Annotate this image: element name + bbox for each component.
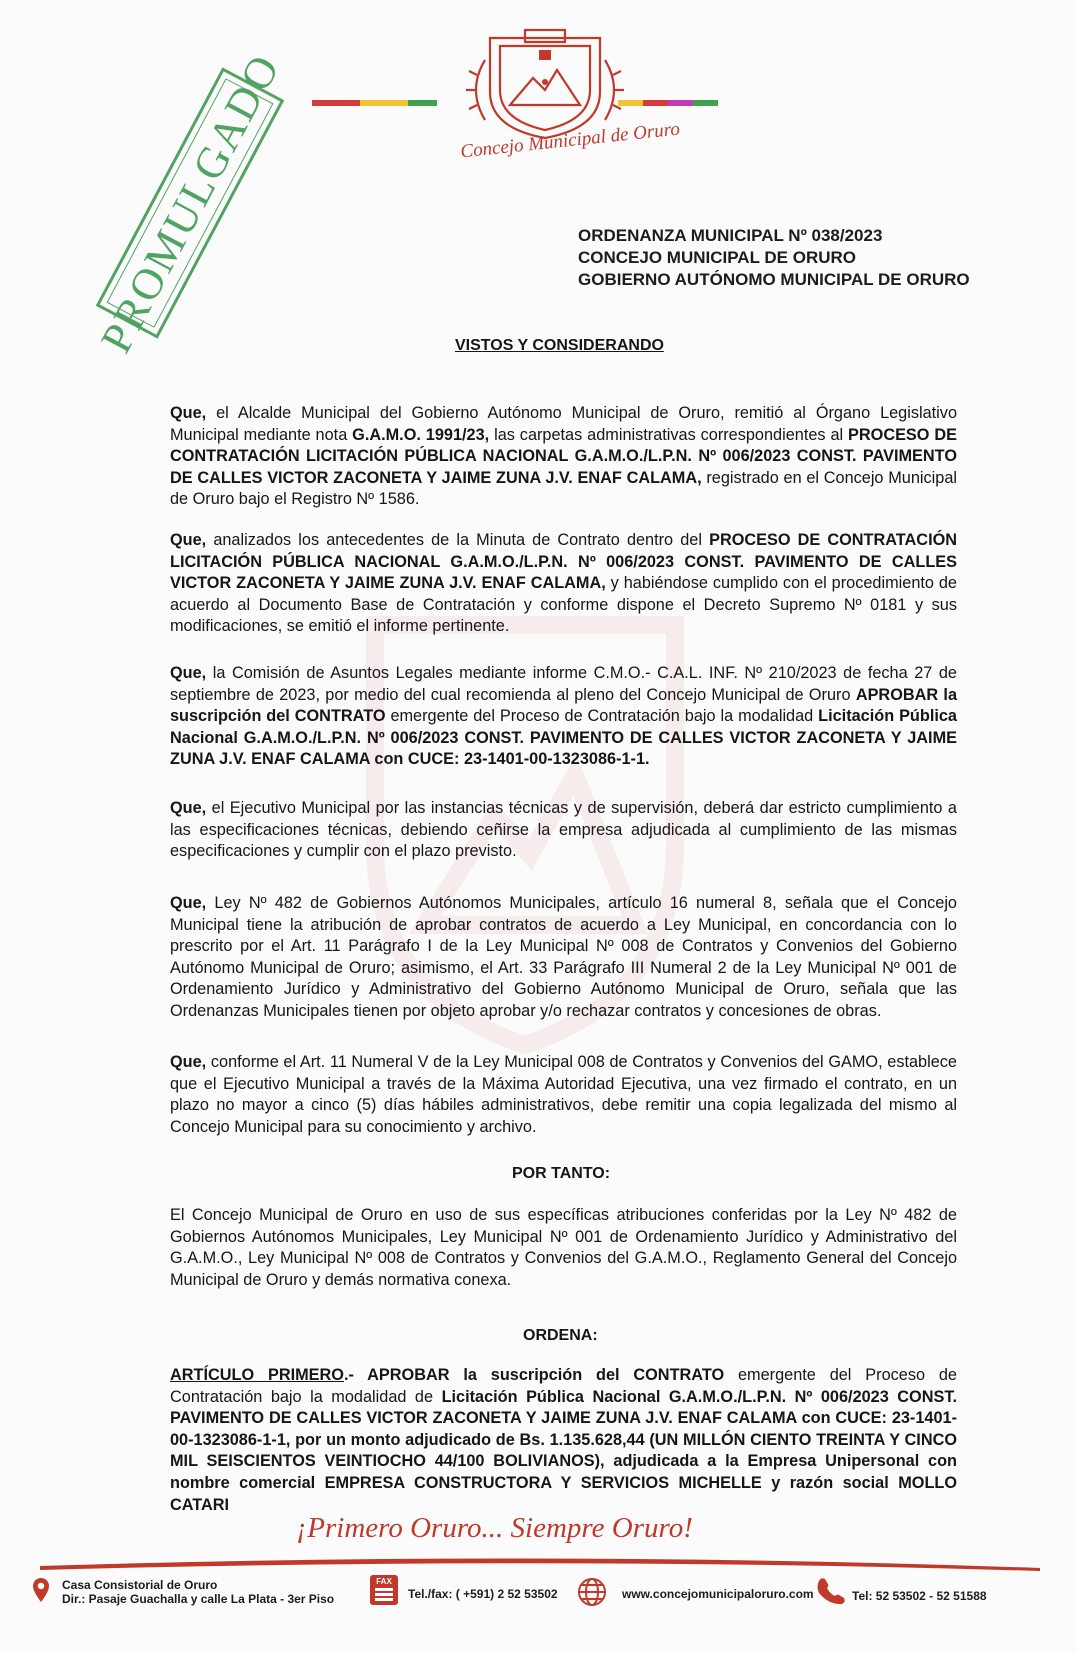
footer-website[interactable]: www.concejomunicipaloruro.com — [622, 1587, 814, 1601]
articulo-primero — [170, 1365, 957, 1516]
text-run: registrado en el Concejo Municipal de Oruro bajo el Registro Nº 1586. — [170, 468, 957, 509]
considerando-5 — [170, 893, 957, 1023]
ordinance-heading — [578, 225, 970, 291]
footer-slogan: ¡Primero Oruro... Siempre Oruro! — [296, 1512, 693, 1544]
government-name: GOBIERNO AUTÓNOMO MUNICIPAL DE ORURO — [578, 270, 970, 289]
section-ordena: ORDENA: — [523, 1327, 598, 1344]
text-run: el Ejecutivo Municipal por las instancias técnicas y de supervisión, deberá dar estricto cumplimiento a las especificaciones técnicas, debiendo ceñirse la empresa adjudicada al cumplimiento de las mismas especificaciones y cumplir con el plazo previsto. — [170, 799, 957, 861]
text-run: Que, — [170, 664, 207, 682]
crest-caption: Concejo Municipal de Oruro — [459, 118, 681, 163]
text-run: Ley Nº 482 de Gobiernos Autónomos Municipales, artículo 16 numeral 8, señala que el Concejo Municipal tiene la atribución de aprobar contratos de acuerdo a Ley Municipal, en concordancia con lo prescrito por el Art. 11 Parágrafo I de la Ley Municipal Nº 008 de Contratos y Convenios del Gobierno Autónomo Municipal de Oruro; asimismo, el Art. 33 Parágrafo III Numeral 2 de la Ley Municipal Nº 001 de Ordenamiento Jurídico y Administrativo del Gobierno Autónomo Municipal de Oruro, señala que las Ordenanzas Municipales tienen por objeto aprobar y/o rechazar contratos y concesiones de obras. — [170, 894, 957, 1020]
footer-telephone: Tel: 52 53502 - 52 51588 — [852, 1589, 987, 1603]
text-run: emergente del Proceso de Contratación bajo la modalidad — [385, 707, 819, 726]
considerando-4 — [170, 798, 957, 863]
promulgado-stamp: PROMULGADO — [90, 45, 290, 361]
fax-icon — [370, 1575, 398, 1605]
text-run: APROBAR la suscripción del CONTRATO — [170, 685, 957, 726]
text-run: Licitación Pública Nacional G.A.M.O./L.P.N. Nº 006/2023 CONST. PAVIMENTO DE CALLES VICTOR ZACONETA Y JAIME ZUNA J.V. ENAF CALAMA con CUCE: 23-1401-00-1323086-1-1. — [170, 707, 957, 769]
text-run: la Comisión de Asuntos Legales mediante informe C.M.O.- C.A.L. INF. Nº 210/2023 de fecha 27 de septiembre de 2023, por medio del cual recomienda al pleno del Concejo Municipal de Oruro — [170, 664, 957, 704]
section-por-tanto: POR TANTO: — [512, 1165, 611, 1182]
text-run: Que, — [170, 894, 207, 912]
considerando-6 — [170, 1052, 957, 1138]
footer-telfax: Tel./fax: ( +591) 2 52 53502 — [408, 1587, 558, 1601]
text-run: Licitación Pública Nacional G.A.M.O./L.P.N. Nº 006/2023 CONST. PAVIMENTO DE CALLES VICTOR ZACONETA Y JAIME ZUNA J.V. ENAF CALAMA con CUCE: 23-1401-00-1323086-1-1, por un monto adjudicado de Bs. 1.135.628,44 (UN MILLÓN CIENTO TREINTA Y CINCO MIL SEISCIENTOS VEINTIOCHO 44/100 BOLIVIANOS), adjudicada a la Empresa Unipersonal con nombre comercial EMPRESA CONSTRUCTORA Y SERVICIOS MICHELLE y razón social MOLLO CATARI — [170, 1387, 957, 1514]
text-run: .- APROBAR la suscripción del CONTRATO — [343, 1366, 725, 1384]
text-run: Que, — [170, 799, 207, 817]
considerando-2 — [170, 530, 957, 638]
text-run: el Alcalde Municipal del Gobierno Autónomo Municipal de Oruro, remitió al Órgano Legislativo Municipal mediante nota — [170, 404, 957, 444]
council-name: CONCEJO MUNICIPAL DE ORURO — [578, 248, 857, 267]
footer-address-line1: Casa Consistorial de Oruro — [62, 1578, 218, 1592]
footer-contact-bar — [0, 1575, 1077, 1625]
text-run: y habiéndose cumplido con el procedimiento de acuerdo al Documento Base de Contratación y conforme dispone el Decreto Supremo Nº 0181 y sus modificaciones, se emitió el informe pertinente. — [170, 574, 957, 636]
ordinance-number: ORDENANZA MUNICIPAL Nº 038/2023 — [578, 226, 883, 245]
letterhead-stripe-left — [312, 100, 437, 106]
fax-icon-label: FAX — [376, 1577, 392, 1586]
phone-icon — [815, 1575, 847, 1605]
text-run: emergente del Proceso de Contratación bajo la modalidad de — [170, 1366, 957, 1406]
footer-address-line2: Dir.: Pasaje Guachalla y calle La Plata - 3er Piso — [62, 1592, 335, 1606]
text-run: Que, — [170, 404, 207, 422]
text-run: PROCESO DE CONTRATACIÓN LICITACIÓN PÚBLICA NACIONAL G.A.M.O./L.P.N. Nº 006/2023 CONST. PAVIMENTO DE CALLES VICTOR ZACONETA Y JAIME ZUNA J.V. ENAF CALAMA, — [170, 531, 958, 593]
considerando-3 — [170, 663, 957, 771]
location-pin-icon — [32, 1577, 50, 1603]
text-run: conforme el Art. 11 Numeral V de la Ley Municipal 008 de Contratos y Convenios del GAMO, establece que el Ejecutivo Municipal a través de la Máxima Autoridad Ejecutiva, una vez firmado el contrato, en un plazo no mayor a cinco (5) días hábiles administrativos, debe remitir una copia legalizada del mismo al Concejo Municipal para su conocimiento y archivo. — [170, 1053, 957, 1136]
text-run: analizados los antecedentes de la Minuta de Contrato dentro del — [206, 531, 710, 549]
globe-icon — [577, 1577, 607, 1607]
text-run: G.A.M.O. 1991/23, — [352, 425, 490, 444]
text-run: Que, — [170, 531, 207, 549]
footer-rule — [40, 1550, 1040, 1576]
section-vistos-considerando: VISTOS Y CONSIDERANDO — [455, 337, 664, 354]
text-run: PROCESO DE CONTRATACIÓN LICITACIÓN PÚBLICA NACIONAL G.A.M.O./L.P.N. Nº 006/2023 CONST. PAVIMENTO DE CALLES VICTOR ZACONETA Y JAIME ZUNA J.V. ENAF CALAMA, — [170, 425, 957, 487]
text-run: las carpetas administrativas correspondientes al — [489, 425, 849, 444]
text-run: Que, — [170, 1053, 207, 1071]
considerando-1 — [170, 403, 957, 511]
text-run: ARTÍCULO PRIMERO — [170, 1366, 344, 1384]
por-tanto-paragraph: El Concejo Municipal de Oruro en uso de sus específicas atribuciones conferidas por la Ley Nº 482 de Gobiernos Autónomos Municipales, Ley Municipal Nº 001 de Ordenamiento Jurídico y Administrativo del G.A.M.O., Ley Municipal Nº 008 de Contratos y Convenios del G.A.M.O., Reglamento General del Concejo Municipal de Oruro y demás normativa conexa. — [170, 1206, 957, 1289]
